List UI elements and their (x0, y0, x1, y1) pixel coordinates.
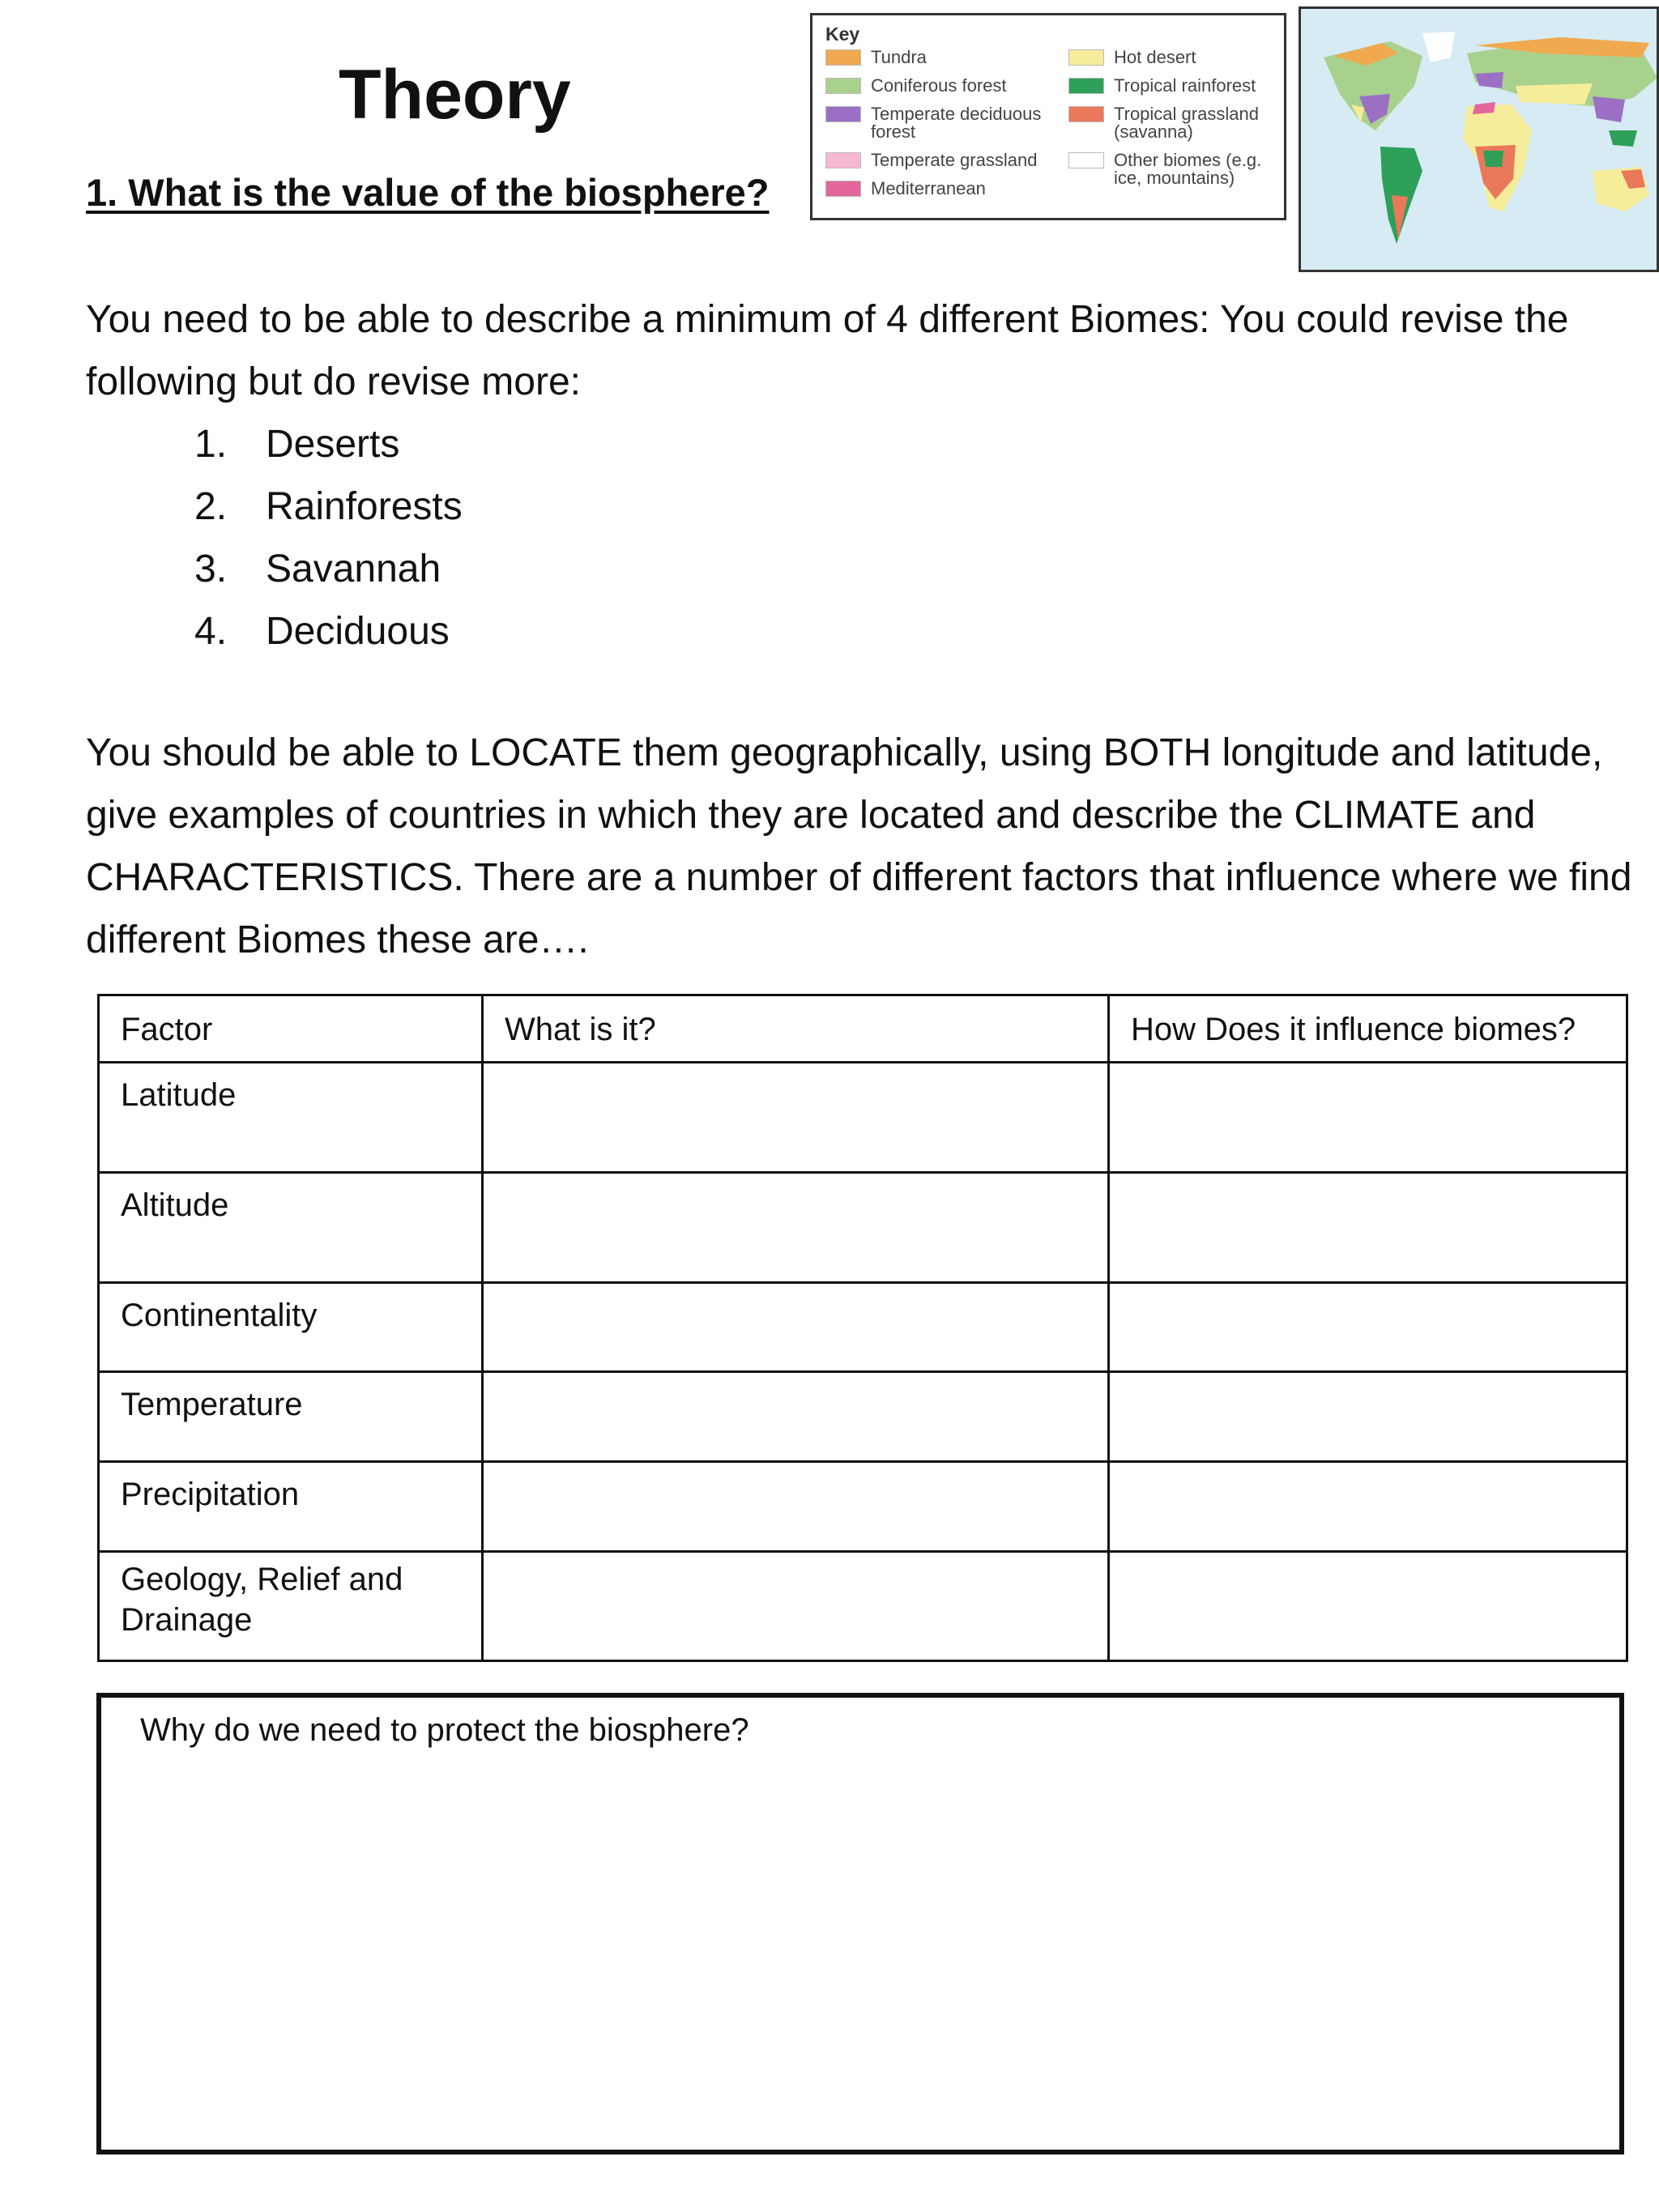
biome-list (194, 413, 463, 663)
table-header-row (99, 995, 1627, 1063)
swatch (825, 106, 861, 122)
list-number: 4. (194, 610, 228, 653)
header-influence: How Does it influence biomes? (1109, 995, 1627, 1063)
question-heading: 1. What is the value of the biosphere? (86, 171, 770, 214)
key-label: Other biomes (e.g. ice, mountains) (1114, 150, 1262, 188)
key-entry (1068, 49, 1276, 66)
key-label: Temperate deciduous forest (871, 104, 1042, 142)
key-title: Key (825, 23, 860, 45)
key-label: Mediterranean (871, 178, 986, 198)
key-entry (825, 105, 1060, 141)
what-is-it-cell[interactable] (483, 1063, 1109, 1173)
what-is-it-cell[interactable] (483, 1283, 1109, 1372)
key-entry (1068, 105, 1276, 141)
list-number: 3. (194, 548, 228, 590)
swatch (1068, 106, 1104, 122)
header-what-is-it: What is it? (483, 995, 1109, 1063)
world-biome-map (1299, 6, 1659, 272)
list-number: 1. (194, 423, 228, 466)
table-row (99, 1283, 1627, 1372)
factor-cell: Altitude (99, 1173, 483, 1283)
key-entry (825, 49, 1044, 66)
locate-paragraph: You should be able to LOCATE them geographically, using BOTH longitude and latitude, give examples of countries in which they are located and describe the CLIMATE and CHARACTERISTICS. There are a number of different factors that influence where we find different Biomes these are…. (86, 731, 1632, 961)
table-row (99, 1173, 1627, 1283)
influence-cell[interactable] (1109, 1283, 1627, 1372)
influence-cell[interactable] (1109, 1462, 1627, 1552)
swatch (1068, 152, 1104, 168)
what-is-it-cell[interactable] (483, 1552, 1109, 1661)
key-entry (825, 77, 1044, 95)
intro-paragraph: You need to be able to describe a minimum of 4 different Biomes: You could revise the following but do revise more: (86, 298, 1569, 403)
list-item (194, 600, 463, 663)
biome-key (810, 13, 1286, 220)
key-entry (1068, 151, 1276, 187)
factor-cell: Continentality (99, 1283, 483, 1372)
swatch (1068, 49, 1104, 66)
list-label: Rainforests (266, 485, 463, 528)
influence-cell[interactable] (1109, 1173, 1627, 1283)
what-is-it-cell[interactable] (483, 1462, 1109, 1552)
list-item (194, 413, 463, 475)
key-label: Tundra (871, 47, 927, 67)
table-row (99, 1552, 1627, 1661)
key-label: Coniferous forest (871, 75, 1007, 96)
key-column-right (1068, 49, 1276, 208)
list-item (194, 475, 463, 538)
what-is-it-cell[interactable] (483, 1372, 1109, 1462)
key-label: Hot desert (1114, 47, 1196, 67)
table-row (99, 1462, 1627, 1552)
swatch (825, 152, 861, 168)
key-entry (825, 180, 1044, 198)
key-entry (825, 151, 1060, 169)
list-label: Deserts (266, 423, 400, 466)
factor-cell: Precipitation (99, 1462, 483, 1552)
factor-cell: Latitude (99, 1063, 483, 1173)
key-label: Tropical rainforest (1114, 75, 1256, 96)
world-map-graphic (1301, 9, 1659, 272)
table-row (99, 1063, 1627, 1173)
list-label: Savannah (266, 548, 441, 590)
list-item (194, 538, 463, 600)
swatch (825, 49, 861, 66)
key-entry (1068, 77, 1276, 95)
list-label: Deciduous (266, 610, 450, 653)
swatch (825, 181, 861, 197)
influence-cell[interactable] (1109, 1552, 1627, 1661)
influence-cell[interactable] (1109, 1372, 1627, 1462)
table-row (99, 1372, 1627, 1462)
swatch (825, 78, 861, 94)
list-number: 2. (194, 485, 228, 528)
header-factor: Factor (99, 995, 483, 1063)
key-label: Temperate grassland (871, 150, 1038, 170)
key-column-left (825, 49, 1060, 208)
factor-cell: Geology, Relief and Drainage (99, 1552, 483, 1661)
key-label: Tropical grassland (savanna) (1114, 104, 1259, 142)
protect-question: Why do we need to protect the biosphere? (140, 1712, 749, 1748)
what-is-it-cell[interactable] (483, 1173, 1109, 1283)
page-title: Theory (339, 56, 571, 134)
factor-cell: Temperature (99, 1372, 483, 1462)
influence-cell[interactable] (1109, 1063, 1627, 1173)
swatch (1068, 78, 1104, 94)
factors-table (97, 994, 1628, 1662)
protect-answer-box[interactable] (96, 1693, 1624, 2154)
